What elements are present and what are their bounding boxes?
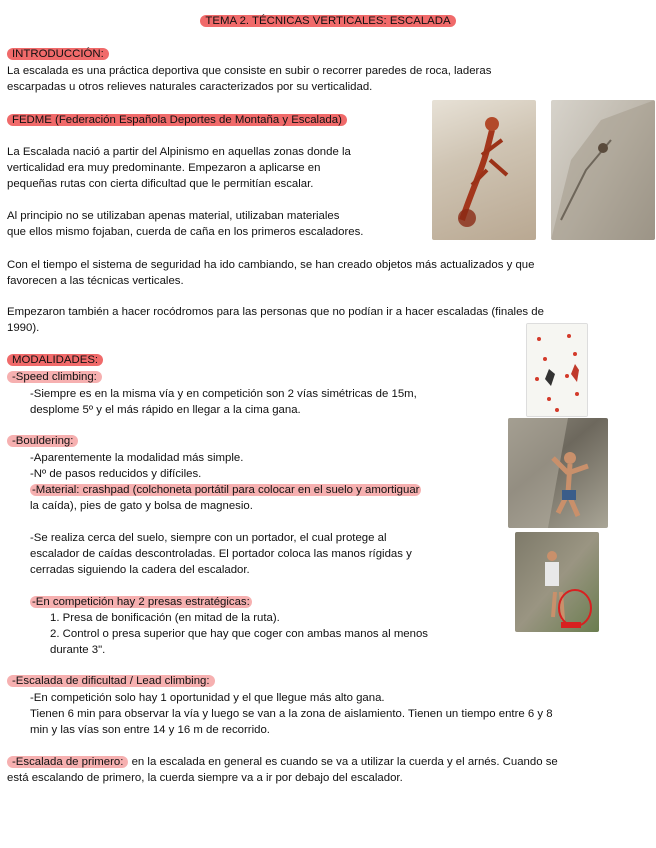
fedme-heading: FEDME (Federación Española Deportes de Montaña y Escalada) <box>7 113 347 128</box>
speed-line-1: -Siempre es en la misma vía y en competición son 2 vías simétricas de 15m, <box>30 388 417 400</box>
speed-heading: -Speed climbing: <box>7 370 102 385</box>
intro-heading: INTRODUCCIÓN: <box>7 47 109 62</box>
bouldering-cerca-2: escalador de caídas descontroladas. El portador coloca las manos rígidas y <box>30 548 412 560</box>
fedme-p1-line-2: verticalidad era muy predominante. Empezaron a aplicarse en <box>7 162 321 174</box>
bouldering-comp-1: 1. Presa de bonificación (en mitad de la ruta). <box>50 612 280 624</box>
fedme-p4-line-2: 1990). <box>7 322 40 334</box>
portador-illustration <box>515 532 599 632</box>
bouldering-material-1: -Material: crashpad (colchoneta portátil para colocar en el suelo y amortiguar <box>32 484 420 496</box>
bouldering-cerca-1: -Se realiza cerca del suelo, siempre con un portador, el cual protege al <box>30 532 387 544</box>
primero-line-1: -Escalada de primero: en la escalada en general es cuando se va a utilizar la cuerda y el arnés. Cuando se <box>7 755 558 770</box>
bouldering-item-1: -Aparentemente la modalidad más simple. <box>30 452 244 464</box>
bouldering-comp-3: durante 3". <box>50 644 106 656</box>
speed-line-2: desplome 5º y el más rápido en llegar a la cima gana. <box>30 404 301 416</box>
photo-rock-wall <box>551 100 655 240</box>
bouldering-comp-heading: -En competición hay 2 presas estratégicas: <box>32 596 250 608</box>
bouldering-comp-2: 2. Control o presa superior que hay que coger con ambas manos al menos <box>50 628 429 640</box>
intro-line-2: escarpadas u otros relieves naturales caracterizados por su verticalidad. <box>7 81 373 93</box>
fedme-p3-line-1: Con el tiempo el sistema de seguridad ha ido cambiando, se han creado objetos más actualizados y que <box>7 259 535 271</box>
fedme-p1-line-3: pequeñas rutas con cierta dificultad que le permitían escalar. <box>7 178 314 190</box>
photo-early-climber <box>432 100 536 240</box>
bouldering-cerca-3: cerradas siguiendo la cadera del escalador. <box>30 564 250 576</box>
fedme-p2-line-2: que ellos mismo fojaban, cuerda de caña en los primeros escaladores. <box>7 226 364 238</box>
modalidades-heading: MODALIDADES: <box>7 353 103 368</box>
photo-bouldering <box>508 418 608 528</box>
primero-line-2: está escalando de primero, la cuerda siempre va a ir por debajo del escalador. <box>7 772 403 784</box>
fedme-p3-line-2: favorecen a las técnicas verticales. <box>7 275 184 287</box>
fedme-p2-line-1: Al principio no se utilizaban apenas material, utilizaban materiales <box>7 210 340 222</box>
bouldering-material-2: la caída), pies de gato y bolsa de magnesio. <box>30 500 253 512</box>
lead-line-3: min y las vías son entre 14 y 16 m de recorrido. <box>30 724 270 736</box>
page-title <box>0 15 656 27</box>
bouldering-item-2: -Nº de pasos reducidos y difíciles. <box>30 468 202 480</box>
speed-wall-illustration <box>527 324 587 416</box>
bouldering-illustration <box>508 418 608 528</box>
lead-line-1: -En competición solo hay 1 oportunidad y el que llegue más alto gana. <box>30 692 385 704</box>
photo-portador <box>515 532 599 632</box>
fedme-p1-line-1: La Escalada nació a partir del Alpinismo en aquellas zonas donde la <box>7 146 351 158</box>
fedme-p4-line-1: Empezaron también a hacer rocódromos para las personas que no podían ir a hacer escaladas (finales de <box>7 306 544 318</box>
bouldering-heading: -Bouldering: <box>7 434 78 449</box>
rock-wall-illustration <box>551 100 655 240</box>
lead-heading: -Escalada de dificultad / Lead climbing: <box>7 674 215 689</box>
lead-line-2: Tienen 6 min para observar la vía y luego se van a la zona de aislamiento. Tienen un tiempo entre 6 y 8 <box>30 708 553 720</box>
intro-line-1: La escalada es una práctica deportiva que consiste en subir o recorrer paredes de roca, laderas <box>7 65 492 77</box>
early-climber-illustration <box>432 100 536 240</box>
page-title-text: TEMA 2. TÉCNICAS VERTICALES: ESCALADA <box>200 15 455 27</box>
photo-speed-wall <box>526 323 588 417</box>
